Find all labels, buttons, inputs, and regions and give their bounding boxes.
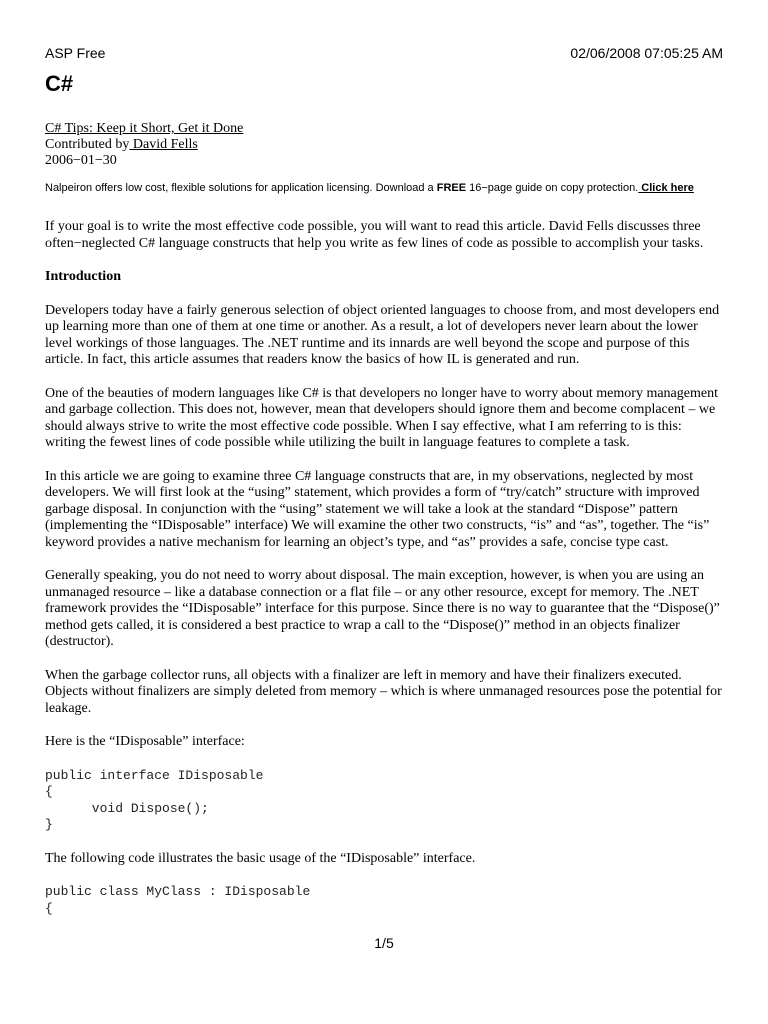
contributed-prefix: Contributed by [45,137,130,152]
code-block-idisposable: public interface IDisposable { void Dispose(); } [45,767,264,832]
article-content [45,219,725,917]
article-intro: If your goal is to write the most effective code possible, you will want to read this article. David Fells discusses three often−neglected C# language constructs that help you write as few lines of code as possible to accomplish your tasks. [45,219,704,251]
article-title-link[interactable]: C# Tips: Keep it Short, Get it Done [45,121,244,136]
paragraph-1: Developers today have a fairly generous selection of object oriented languages to choose from, and most developers end up learning more than one of them at one time or another. As a result, a lot of developers never learn about the lower level workings of those languages. The .NET runtime and its innards are well beyond the scope and purpose of this article. In fact, this article assumes that readers know the basics of how IL is generated and run. [45,302,720,367]
article-meta [45,121,725,169]
page-title: C# [45,71,74,96]
paragraph-2: One of the beauties of modern languages like C# is that developers no longer have to worry about memory management and garbage collection. This does not, however, mean that developers should ignore them and become complacent – we should always strive to write the most effective code possible. When I say effective, what I am referring to is this: writing the fewest lines of code possible while utilizing the built in language features to complete a task. [45,385,718,450]
author-link[interactable]: David Fells [129,137,198,152]
paragraph-5: When the garbage collector runs, all objects with a finalizer are left in memory and have their finalizers executed. Objects without finalizers are simply deleted from memory – which is where unmanaged resources pose the potential for leakage. [45,667,722,716]
ad-text-after: 16−page guide on copy protection. [466,182,639,194]
ad-text-before: Nalpeiron offers low cost, flexible solutions for application licensing. Download a [45,182,437,194]
paragraph-3: In this article we are going to examine three C# language constructs that are, in my observations, neglected by most developers. We will first look at the “using” statement, which provides a form of “try/catch” structure with improved garbage disposal. In conjunction with the “using” statement we will take a look at the standard “Dispose” pattern (implementing the “IDisposable” interface) We will examine the other two constructs, “is” and “as”, together. The “is” keyword provides a native mechanism for learning an object’s type, and “as” provides a safe, concise type cast. [45,468,710,550]
paragraph-7: The following code illustrates the basic usage of the “IDisposable” interface. [45,850,476,866]
contributed-line [45,137,725,153]
ad-free-label: FREE [436,182,467,194]
section-heading: Introduction [45,269,121,284]
print-timestamp: 02/06/2008 07:05:25 AM [570,45,723,61]
sponsor-ad [45,181,725,195]
document-body [45,121,725,934]
code-block-myclass: public class MyClass : IDisposable { [45,884,311,916]
paragraph-4: Generally speaking, you do not need to worry about disposal. The main exception, however, is when you are using an unmanaged resource – like a database connection or a flat file – or any other resource, except for memory. The .NET framework provides the “IDisposable” interface for this purpose. Since there is no way to guarantee that the “Dispose()” method gets called, it is considered a best practice to wrap a call to the “Dispose()” method in an objects finalizer (destructor). [45,568,720,649]
site-name: ASP Free [45,45,106,61]
ad-click-here-link[interactable]: Click here [638,182,694,194]
paragraph-6: Here is the “IDisposable” interface: [45,734,245,749]
page-number: 1/5 [374,935,394,951]
article-date: 2006−01−30 [45,153,117,168]
